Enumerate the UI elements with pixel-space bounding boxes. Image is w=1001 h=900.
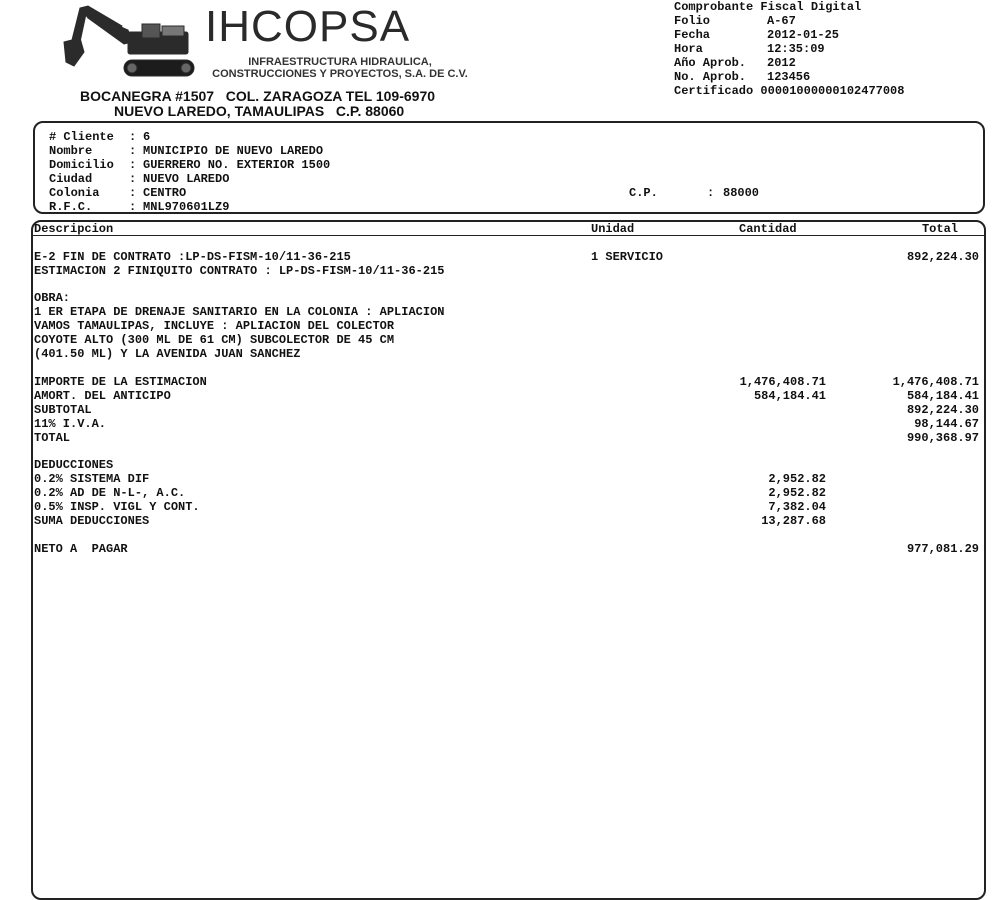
summary-cantidad: 1,476,408.71 xyxy=(739,375,826,389)
deduccion-label: SUMA DEDUCCIONES xyxy=(34,514,150,528)
concept-line1: E-2 FIN DE CONTRATO :LP-DS-FISM-10/11-36-215 xyxy=(34,250,351,264)
neto-label: NETO A PAGAR xyxy=(34,542,128,556)
summary-label: 11% I.V.A. xyxy=(34,417,107,431)
concept-total: 892,224.30 xyxy=(906,250,979,264)
client-value: NUEVO LAREDO xyxy=(143,172,230,186)
fiscal-title: Comprobante Fiscal Digital xyxy=(674,0,862,14)
deduccion-cantidad: 2,952.82 xyxy=(768,486,826,500)
excavator-logo-icon xyxy=(58,2,203,80)
summary-total: 1,476,408.71 xyxy=(892,375,979,389)
deducciones-title: DEDUCCIONES xyxy=(34,458,114,472)
company-subtitle xyxy=(205,56,475,80)
client-cp-sep: : xyxy=(707,186,715,200)
obra-line: (401.50 ML) Y LA AVENIDA JUAN SANCHEZ xyxy=(34,347,301,361)
client-value: MNL970601LZ9 xyxy=(143,200,230,214)
client-label: Colonia xyxy=(49,186,100,200)
company-address-line1: BOCANEGRA #1507 COL. ZARAGOZA TEL 109-6970 xyxy=(80,88,436,104)
client-value: 6 xyxy=(143,130,151,144)
client-label: Nombre xyxy=(49,144,93,158)
fiscal-label: Hora xyxy=(674,42,703,56)
client-label: R.F.C. xyxy=(49,200,93,214)
summary-label: SUBTOTAL xyxy=(34,403,92,417)
summary-total: 584,184.41 xyxy=(906,389,979,403)
header-total: Total xyxy=(921,222,958,236)
client-row-domicilio: Domicilio : GUERRERO NO. EXTERIOR 1500 xyxy=(49,158,331,172)
table-header-divider xyxy=(33,235,985,236)
fiscal-row-hora xyxy=(674,42,904,56)
deduccion-label: 0.5% INSP. VIGL Y CONT. xyxy=(34,500,200,514)
company-subtitle-line2: CONSTRUCCIONES Y PROYECTOS, S.A. DE C.V. xyxy=(212,68,468,80)
summary-label: IMPORTE DE LA ESTIMACION xyxy=(34,375,207,389)
client-cp-value: 88000 xyxy=(723,186,760,200)
client-label: # Cliente xyxy=(49,130,114,144)
company-name: IHCOPSA xyxy=(205,2,411,51)
client-value: CENTRO xyxy=(143,186,187,200)
client-label: Ciudad xyxy=(49,172,93,186)
fiscal-label: Año Aprob. xyxy=(674,56,747,70)
fiscal-row-fecha xyxy=(674,28,904,42)
deduccion-cantidad: 7,382.04 xyxy=(768,500,826,514)
deduccion-cantidad: 2,952.82 xyxy=(768,472,826,486)
client-row-rfc: R.F.C. : MNL970601LZ9 xyxy=(49,200,230,214)
client-value: MUNICIPIO DE NUEVO LAREDO xyxy=(143,144,324,158)
fiscal-label: Certificado xyxy=(674,84,754,98)
client-row-nombre: Nombre : MUNICIPIO DE NUEVO LAREDO xyxy=(49,144,324,158)
client-value: GUERRERO NO. EXTERIOR 1500 xyxy=(143,158,331,172)
client-info-box xyxy=(33,121,985,214)
fiscal-info xyxy=(674,0,904,98)
summary-label: TOTAL xyxy=(34,431,71,445)
fiscal-value: 2012-01-25 xyxy=(767,28,840,42)
fiscal-row-anio xyxy=(674,56,904,70)
obra-line: VAMOS TAMAULIPAS, INCLUYE : APLIACION DEL COLECTOR xyxy=(34,319,395,333)
header-descripcion: Descripcion xyxy=(34,222,114,236)
fiscal-value: 2012 xyxy=(767,56,796,70)
concept-unidad: 1 SERVICIO xyxy=(591,250,664,264)
fiscal-label: Folio xyxy=(674,14,711,28)
fiscal-value: 123456 xyxy=(767,70,811,84)
obra-line: OBRA: xyxy=(34,291,71,305)
header-unidad: Unidad xyxy=(591,222,635,236)
client-row-numero: # Cliente : 6 xyxy=(49,130,151,144)
neto-total: 977,081.29 xyxy=(906,542,979,556)
client-row-colonia: Colonia : CENTRO xyxy=(49,186,187,200)
fiscal-row-noaprob xyxy=(674,70,904,84)
summary-total: 990,368.97 xyxy=(906,431,979,445)
summary-cantidad: 584,184.41 xyxy=(753,389,826,403)
client-row-ciudad: Ciudad : NUEVO LAREDO xyxy=(49,172,230,186)
deduccion-label: 0.2% SISTEMA DIF xyxy=(34,472,150,486)
fiscal-label: No. Aprob. xyxy=(674,70,747,84)
client-label: Domicilio xyxy=(49,158,114,172)
summary-total: 98,144.67 xyxy=(914,417,979,431)
fiscal-row-certificado xyxy=(674,84,904,98)
fiscal-label: Fecha xyxy=(674,28,711,42)
deduccion-cantidad: 13,287.68 xyxy=(761,514,826,528)
obra-line: COYOTE ALTO (300 ML DE 61 CM) SUBCOLECTOR DE 45 CM xyxy=(34,333,395,347)
fiscal-row-folio xyxy=(674,14,904,28)
concept-line2: ESTIMACION 2 FINIQUITO CONTRATO : LP-DS-FISM-10/11-36-215 xyxy=(34,264,445,278)
obra-line: 1 ER ETAPA DE DRENAJE SANITARIO EN LA COLONIA : APLIACION xyxy=(34,305,445,319)
summary-label: AMORT. DEL ANTICIPO xyxy=(34,389,171,403)
deduccion-label: 0.2% AD DE N-L-, A.C. xyxy=(34,486,186,500)
fiscal-value: 12:35:09 xyxy=(767,42,825,56)
client-cp-label: C.P. xyxy=(629,186,658,200)
fiscal-value: A-67 xyxy=(767,14,796,28)
company-subtitle-line1: INFRAESTRUCTURA HIDRAULICA, xyxy=(248,56,432,68)
header-cantidad: Cantidad xyxy=(739,222,797,236)
company-address-line2: NUEVO LAREDO, TAMAULIPAS C.P. 88060 xyxy=(114,103,405,119)
fiscal-value: 00001000000102477008 xyxy=(760,84,905,98)
summary-total: 892,224.30 xyxy=(906,403,979,417)
